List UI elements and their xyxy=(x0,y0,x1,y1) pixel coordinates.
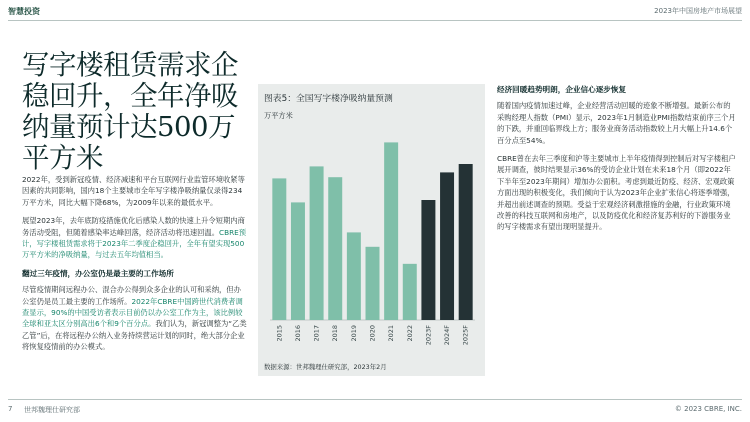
bar-2025F xyxy=(459,164,473,320)
bar-2021 xyxy=(384,142,398,320)
tick-label-2017: 2017 xyxy=(312,325,321,342)
left-column xyxy=(22,174,248,360)
paragraph-2-text: 展望2023年，去年底防疫措施优化后感染人数的快速上升令短期内商务活动受阻，但随着感染率达峰回落，经济活动将迅速回温。 xyxy=(22,216,245,237)
footer-divider xyxy=(8,399,742,400)
page-headline: 写字楼租赁需求企稳回升，全年净吸纳量预计达500万平方米 xyxy=(22,49,238,174)
section-heading-office: 翻过三年疫情，办公室仍是最主要的工作场所 xyxy=(22,268,174,278)
chart-panel xyxy=(258,84,485,376)
chart-y-unit: 万平方米 xyxy=(264,111,293,120)
tick-label-2025F: 2025F xyxy=(461,325,470,346)
right-column xyxy=(497,84,737,240)
paragraph-2-highlight: CBRE预计，写字楼租赁需求将于2023年二季度企稳回升，全年有望实现500万平方米的净吸纳量，与过去五年均值相当。 xyxy=(22,227,247,260)
tick-label-2022: 2022 xyxy=(405,325,414,342)
report-title: 2023年中国房地产市场展望 xyxy=(654,7,742,15)
tick-label-2016: 2016 xyxy=(293,325,302,342)
bar-2019 xyxy=(347,232,361,320)
footer-copyright: © 2023 CBRE, INC. xyxy=(674,405,742,413)
tick-label-2020: 2020 xyxy=(368,325,377,342)
bar-2020 xyxy=(366,247,380,320)
header-divider xyxy=(8,20,742,21)
paragraph-3 xyxy=(22,284,248,352)
paragraph-3-text-b: 我们认为，新冠调整为“乙类乙管”后，在将远程办公纳入业务持续营运计划的同时，绝大部分企业将恢复疫情前的办公模式。 xyxy=(22,319,247,352)
bar-2023F xyxy=(421,200,435,320)
tick-label-2021: 2021 xyxy=(387,325,396,342)
tick-label-2018: 2018 xyxy=(331,325,340,342)
paragraph-1: 2022年，受到新冠疫情、经济减速和平台互联网行业监管环境收紧等因素的共同影响，国内18个主要城市全年写字楼净吸纳量仅录得234万平方米，同比大幅下降68%，为2009年以来的最低水平。 xyxy=(22,175,245,207)
bar-2022 xyxy=(403,264,417,320)
bar-2024F xyxy=(440,172,454,320)
bar-chart xyxy=(258,122,485,358)
chart-title: 图表5：全国写字楼净吸纳量预测 xyxy=(264,94,393,104)
paragraph-3-highlight: 2022年CBRE中国跨世代消费者调查显示，90%的中国受访者表示目前仍以办公室工作为主，该比例较全球和亚太区分别高出6个和9个百分点。 xyxy=(22,296,243,329)
page-number: 7 xyxy=(8,405,13,413)
section-heading-economy: 经济回暖趋势明朗，企业信心逐步恢复 xyxy=(497,85,627,94)
bar-2018 xyxy=(328,177,342,320)
paragraph-2 xyxy=(22,215,248,261)
paragraph-right-2: CBRE曾在去年三季度和沪等主要城市上半年疫情得到控制后对写字楼租户展开调查，彼时结果显示36%的受访企业计划在未来18个月（即2022年下半年至2023年期间）增加办公面积。考虑到最近防疫、经济、宏观政策方面出现的积极变化，我们倾向于认为2023年企业扩张信心将逐季增强，并超出前述调查的预期。受益于宏观经济刺激措施的金融，行业政策环境改善的科技互联网和房地产，以及防疫优化和经济复苏利好的下游服务业的写字楼需求有望出现明显提升。 xyxy=(497,154,736,232)
bar-2015 xyxy=(272,178,286,320)
tick-label-2023F: 2023F xyxy=(424,325,433,346)
tick-label-2019: 2019 xyxy=(349,325,358,342)
tick-label-2015: 2015 xyxy=(275,325,284,342)
footer-org: 世邦魏理仕研究部 xyxy=(24,406,80,414)
paragraph-right-1: 随着国内疫情加速过峰，企业经营活动回暖的迹象不断增强。最新公布的采购经理人指数（PMI）显示，2023年1月制造业PMI指数结束前序三个月的下跌，并重回临界线上方；服务业商务活动指数较上月大幅上升14.6个百分点至54%。 xyxy=(497,101,736,145)
tick-label-2024F: 2024F xyxy=(443,325,452,346)
report-brand: 智慧投资 xyxy=(8,7,40,16)
bar-2017 xyxy=(310,166,324,320)
chart-source: 数据来源：世邦魏理仕研究部，2023年2月 xyxy=(264,363,387,371)
bar-2016 xyxy=(291,202,305,320)
paragraph-3-text-a: 尽管疫情期间远程办公、混合办公得到众多企业的认可和采纳，但办公室仍是员工最主要的工作场所。 xyxy=(22,285,241,306)
